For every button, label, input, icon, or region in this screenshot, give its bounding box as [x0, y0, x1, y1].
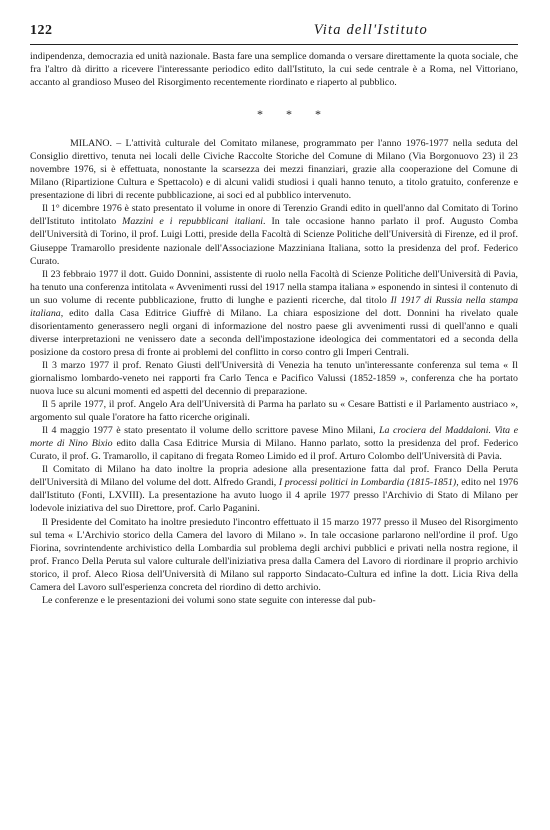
text-run: , edito nel 1976 dall'Istituto (Fonti, LXVIII). La presentazione ha avuto luogo il 4 aprile 1977 presso l'Archivio di Stato di Milano per lodevole iniziativa del suo Direttore, prof. Carlo Paganini.: [30, 477, 519, 515]
paragraph-march-1977: Il 3 marzo 1977 il prof. Renato Giusti dell'Università di Venezia ha tenuto un'interessante conferenza sul tema « Il giornalismo lombardo-veneto nei rapporti fra Carlo Tenca e Pacifico Valussi (1852-1859 », conferenza che ha portato nuova luce su alcuni momenti ed aspetti del decennio di preparazione.: [30, 359, 518, 398]
book-title: I processi politici in Lombardia (1815-1851): [278, 477, 457, 489]
book-title: Il 1917 di Russia nella stampa italiana: [30, 294, 519, 319]
book-title: Mazzini e i repubblicani italiani: [122, 216, 264, 228]
paragraph-may-1977: [30, 424, 518, 463]
paragraph-february-1977: [30, 268, 518, 359]
text-run: Il 4 maggio 1977 è stato presentato il volume dello scrittore pavese Mino Milani,: [42, 425, 380, 437]
paragraph-archivio-storico: Il Presidente del Comitato ha inoltre presieduto l'incontro effettuato il 15 marzo 1977 presso il Museo del Risorgimento sul tema « L'Archivio storico della Camera del lavoro di Milano ». In tale occasione parlarono nell'ordine il prof. Ugo Fiorina, sovrintendente archivistico della Lombardia sul problema degli archivi pubblici e privati nella nostra regione, il prof. Franco Della Peruta sul valore culturale dell'iniziativa presa dalla Camera del Lavoro di riordinare il proprio archivio storico, il prof. Aleco Riosa dell'Università di Milano sul rapporto Sindacato-Cultura ed infine la dott. Licia Riva della Camera del Lavoro sull'esperienza concreta del riordino di detto archivio.: [30, 516, 518, 593]
running-header: [30, 22, 518, 45]
paragraph-milano-intro: MILANO. – L'attività culturale del Comitato milanese, programmato per l'anno 1976-1977 nella seduta del Consiglio direttivo, tenuta nei locali delle Civiche Raccolte Storiche del Comune di Milano (Via Borgonuovo 23) il 23 novembre 1976, si è effettuata, nonostante la scarsezza dei mezzi finanziari, grazie alla cooperazione del Comune di Milano (Ripartizione Cultura e Spettacolo) e di alcuni validi studiosi i quali hanno tenuto, a titolo gratuito, conferenze e presentazione di libri di recente pubblicazione, ai soci ed al pubblico intervenuto.: [30, 138, 518, 202]
paragraph-december-1976: [30, 202, 518, 267]
journal-title: Vita dell'Istituto: [313, 22, 428, 38]
document-page: [30, 22, 518, 607]
text-run: , edito dalla Casa Editrice Giuffrè di Milano. La chiara esposizione del dott. Donnini ha rivelato quale disorientamento generassero negli organi di informazione del nostro paese gli avvenimenti russi di quell'anno e quali diverse interpretazioni ne venissero date a seconda dell'impostazione ideologica dei commentatori ed a seconda della posizione da costoro presa di fronte ai problemi del conflitto in corso contro gli Imperi Centrali.: [30, 307, 518, 358]
page-number: 122: [30, 23, 53, 38]
book-title: La crociera del Maddaloni. Vita e morte di Nino Bixio: [30, 425, 518, 450]
paragraph-processi-politici: [30, 463, 518, 515]
text-run: . In tale occasione hanno parlato il prof. Augusto Comba dell'Università di Torino, il prof. Luigi Lotti, preside della Facoltà di Scienze Politiche dell'Università di Firenze, ed il prof. Giuseppe Tramarollo presidente nazionale dell'Associazione Mazziniana Italiana, sotto la presidenza del prof. Federico Curato.: [30, 216, 518, 267]
text-run: Il 1° dicembre 1976 è stato presentato il volume in onore di Terenzio Grandi edito in quell'anno dal Comitato di Torino dell'Istituto intitolato: [30, 203, 518, 228]
text-run: Il Comitato di Milano ha dato inoltre la propria adesione alla presentazione fatta dal prof. Franco Della Peruta dell'Università di Milano del volume del dott. Alfredo Grandi,: [30, 464, 518, 489]
body-text: [30, 50, 518, 607]
text-run: Il 23 febbraio 1977 il dott. Guido Donnini, assistente di ruolo nella Facoltà di Scienze Politiche dell'Università di Pavia, ha tenuto una conferenza intitolata « Avvenimenti russi del 1917 nella stampa italiana » esponendo in sintesi il contenuto di un suo volume di recente pubblicazione, frutto di lunghe e pazienti ricerche, dal titolo: [30, 268, 518, 306]
paragraph-closing: Le conferenze e le presentazioni dei volumi sono state seguite con interesse dal pub-: [42, 594, 376, 606]
intro-paragraph: indipendenza, democrazia ed unità nazionale. Basta fare una semplice domanda o versare direttamente la quota sociale, che fra l'altro dà diritto a ricevere l'interessante periodico edito dall'Istituto, la cui sede centrale è a Roma, nel Vittoriano, accanto al grandioso Museo del Risorgimento recentemente riordinato e riaperto al pubblico.: [30, 51, 518, 89]
paragraph-april-1977: Il 5 aprile 1977, il prof. Angelo Ara dell'Università di Parma ha parlato su « Cesare Battisti e il Parlamento austriaco », argomento sul quale l'oratore ha fatto ricerche originali.: [30, 399, 518, 424]
section-separator: * * *: [257, 107, 331, 122]
text-run: edito dalla Casa Editrice Mursia di Milano. Hanno parlato, sotto la presidenza del prof. Federico Curato, il prof. G. Tramarollo, il capitano di fregata Romeo Limido ed il prof. Arturo Colombo dell'Università di Pavia.: [30, 438, 519, 463]
